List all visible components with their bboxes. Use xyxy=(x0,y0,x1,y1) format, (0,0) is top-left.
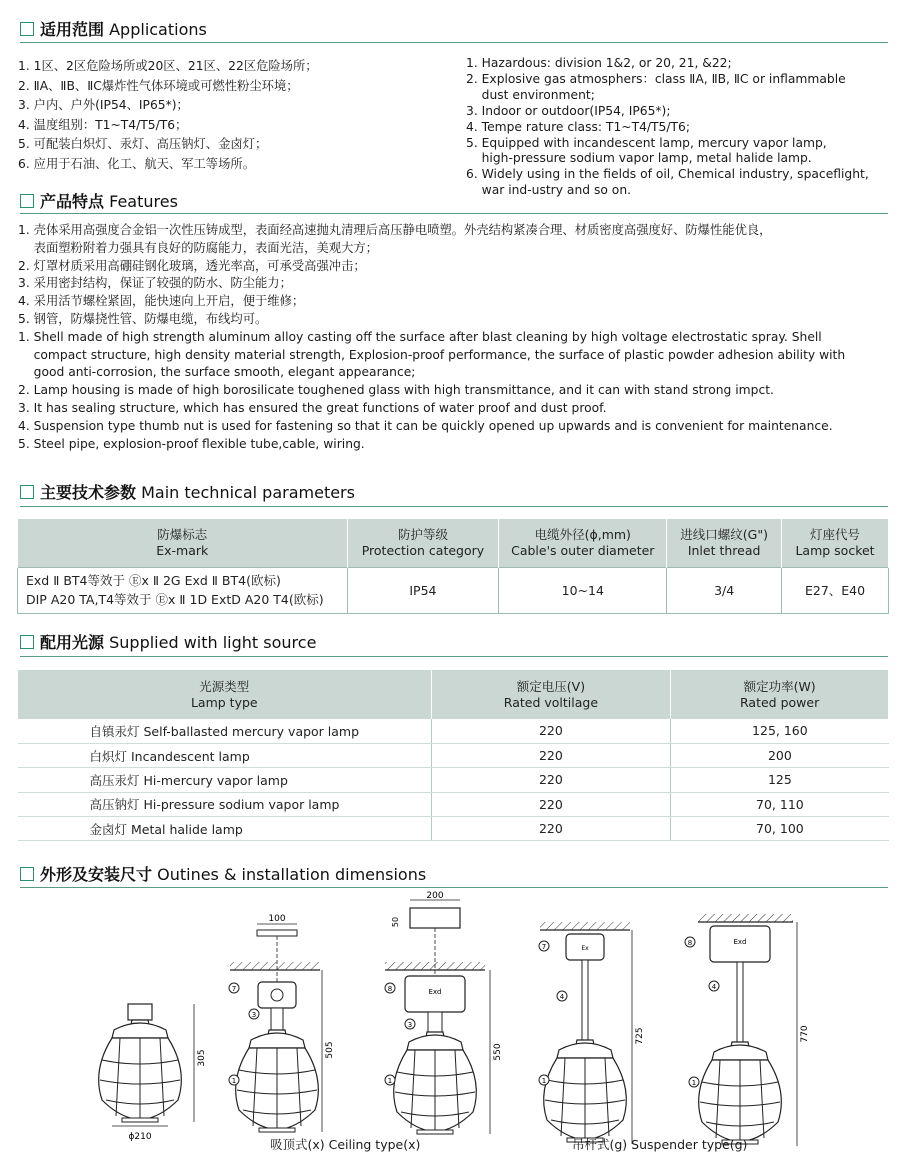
callout-4: 4 xyxy=(711,983,717,991)
dim-d210-label: ϕ210 xyxy=(128,1132,152,1142)
dimensions-title: 外形及安装尺寸 Outines & installation dimensions xyxy=(20,862,426,885)
suspender-type-box-drawing xyxy=(685,914,810,1146)
application-en-item: 5. Equipped with incandescent lamp, mercury vapor lamp, high-pressure sodium vapor lamp, metal halide lamp. xyxy=(466,135,827,166)
dim-770-label: 770 xyxy=(800,1025,810,1043)
dim-305-label: 305 xyxy=(197,1049,207,1067)
application-en-item: 4. Tempe rature class: T1~T4/T5/T6; xyxy=(466,119,691,134)
header-cable: 电缆外径(ϕ,mm) Cable's outer diameter xyxy=(499,519,667,567)
callout-7: 7 xyxy=(541,943,547,951)
application-cn-item: 2. ⅡA、ⅡB、ⅡC爆炸性气体环境或可燃性粉尘环境； xyxy=(18,78,299,93)
feature-item: 5. Steel pipe, explosion-proof flexible tube,cable, wiring. xyxy=(18,436,365,451)
feature-item: 5. 钢管，防爆挠性管、防爆电缆，布线均可。 xyxy=(18,311,268,326)
light-source-title: 配用光源 Supplied with light source xyxy=(20,630,316,653)
light-source-row xyxy=(18,792,889,816)
feature-item: 1. Shell made of high strength aluminum alloy casting off the surface after blast cleaning by high voltage electrostatic spray. Shell compact structure, high density material strength, Explosion-proof performance, the surface of plastic powder adhesion ability with good anti-corrosion, the surface smooth, elegant appearance; xyxy=(18,329,846,380)
technical-table xyxy=(17,519,889,614)
callout-3: 3 xyxy=(251,1011,257,1019)
cell-power: 125 xyxy=(671,768,889,792)
features-title: 产品特点 Features xyxy=(20,189,178,212)
cell-socket: E27、E40 xyxy=(782,567,889,613)
callout-1: 1 xyxy=(387,1077,393,1085)
ceiling-type-small-drawing xyxy=(229,914,335,1132)
box-text-exd: Exd xyxy=(428,988,442,996)
section-divider xyxy=(20,887,888,888)
checkbox-square-icon xyxy=(20,635,34,649)
header-voltage: 额定电压(V) Rated voltilage xyxy=(431,670,671,719)
dim-725-label: 725 xyxy=(635,1027,645,1045)
header-thread: 进线口螺纹(G") Inlet thread xyxy=(667,519,782,567)
application-cn-item: 5. 可配装白炽灯、汞灯、高压钠灯、金卤灯； xyxy=(18,137,268,152)
feature-item: 3. 采用密封结构，保证了较强的防水、防尘能力； xyxy=(18,276,292,291)
callout-1: 1 xyxy=(691,1079,697,1087)
features-list xyxy=(18,222,890,453)
applications-en-list xyxy=(466,56,869,199)
dim-50-label: 50 xyxy=(391,916,400,928)
callout-8: 8 xyxy=(387,985,393,993)
header-socket: 灯座代号 Lamp socket xyxy=(782,519,889,567)
checkbox-square-icon xyxy=(20,194,34,208)
application-en-item: 1. Hazardous: division 1&2, or 20, 21, &22; xyxy=(466,56,732,70)
feature-item: 3. It has sealing structure, which has ensured the great functions of water proof and dust proof. xyxy=(18,400,607,415)
cell-voltage: 220 xyxy=(431,743,671,767)
light-source-row xyxy=(18,719,889,743)
section-divider xyxy=(20,42,888,43)
cell-voltage: 220 xyxy=(431,719,671,743)
checkbox-square-icon xyxy=(20,867,34,881)
cell-protection: IP54 xyxy=(347,567,499,613)
section-divider xyxy=(20,656,888,657)
cell-lamp-type: 金卤灯 Metal halide lamp xyxy=(18,817,432,841)
feature-item: 1. 壳体采用高强度合金铝一次性压铸成型，表面经高速抛丸清理后高压静电喷塑。外壳结构紧凑合理、材质密度高强度好、防爆性能优良， 表面塑粉附着力强具有良好的防腐能力，表面光洁，美观大方； xyxy=(18,223,772,255)
dimension-drawings xyxy=(0,890,900,1160)
caption-suspender: 吊杆式(g) Suspender type(g) xyxy=(572,1137,748,1152)
light-source-row xyxy=(18,817,889,841)
feature-item: 4. Suspension type thumb nut is used for fastening so that it can be quickly opened up upwards and is convenient for maintenance. xyxy=(18,418,833,433)
dim-100-label: 100 xyxy=(268,914,286,924)
cell-lamp-type: 高压汞灯 Hi-mercury vapor lamp xyxy=(18,768,432,792)
cell-power: 125, 160 xyxy=(671,719,889,743)
cell-power: 70, 110 xyxy=(671,792,889,816)
application-cn-item: 4. 温度组别：T1~T4/T5/T6； xyxy=(18,117,188,132)
suspender-type-small-drawing xyxy=(539,922,645,1144)
application-cn-item: 1. 1区、2区危险场所或20区、21区、22区危险场所； xyxy=(18,59,318,73)
cell-lamp-type: 白炽灯 Incandescent lamp xyxy=(18,743,432,767)
light-source-table xyxy=(17,670,889,841)
light-source-row xyxy=(18,768,889,792)
header-power: 额定功率(W) Rated power xyxy=(671,670,889,719)
box-text-exd: Exd xyxy=(733,938,747,946)
cell-power: 200 xyxy=(671,743,889,767)
callout-1: 1 xyxy=(541,1077,547,1085)
ceiling-hatch xyxy=(230,962,320,970)
lamp-standalone-drawing xyxy=(99,1004,182,1122)
cell-voltage: 220 xyxy=(431,768,671,792)
callout-7: 7 xyxy=(231,985,237,993)
light-source-row xyxy=(18,743,889,767)
technical-row xyxy=(18,567,889,613)
application-en-item: 6. Widely using in the fields of oil, Chemical industry, spaceflight, war ind-ustry and so on. xyxy=(466,167,869,198)
applications-title: 适用范围 Applications xyxy=(20,17,207,40)
callout-4: 4 xyxy=(559,993,565,1001)
header-protection: 防护等级 Protection category xyxy=(347,519,499,567)
light-header-row xyxy=(18,670,889,719)
dim-550-label: 550 xyxy=(493,1043,503,1061)
box-text-ex: Ex xyxy=(581,945,589,952)
checkbox-square-icon xyxy=(20,22,34,36)
feature-item: 4. 采用活节螺栓紧固，能快速向上开启，便于维修； xyxy=(18,294,305,309)
callout-3: 3 xyxy=(407,1021,413,1029)
callout-1: 1 xyxy=(231,1077,237,1085)
cell-cable: 10~14 xyxy=(499,567,667,613)
header-lamp-type: 光源类型 Lamp type xyxy=(18,670,432,719)
technical-header-row xyxy=(18,519,889,567)
ceiling-type-box-drawing xyxy=(385,891,503,1134)
dim-200-label: 200 xyxy=(426,891,444,901)
dim-505-label: 505 xyxy=(325,1041,335,1059)
applications-cn-list xyxy=(18,57,318,175)
cell-voltage: 220 xyxy=(431,817,671,841)
application-cn-item: 6. 应用于石油、化工、航天、军工等场所。 xyxy=(18,156,255,171)
cell-lamp-type: 高压钠灯 Hi-pressure sodium vapor lamp xyxy=(18,792,432,816)
callout-8: 8 xyxy=(687,939,693,947)
cell-voltage: 220 xyxy=(431,792,671,816)
header-exmark: 防爆标志 Ex-mark xyxy=(18,519,348,567)
cell-power: 70, 100 xyxy=(671,817,889,841)
section-divider xyxy=(20,213,888,214)
technical-title: 主要技术参数 Main technical parameters xyxy=(20,480,355,503)
application-cn-item: 3. 户内、户外(IP54、IP65*)； xyxy=(18,98,189,113)
feature-item: 2. Lamp housing is made of high borosilicate toughened glass with high transmittance, and it can with stand strong impct. xyxy=(18,383,774,398)
cell-thread: 3/4 xyxy=(667,567,782,613)
application-en-item: 3. Indoor or outdoor(IP54, IP65*); xyxy=(466,103,671,118)
feature-item: 2. 灯罩材质采用高硼硅钢化玻璃，透光率高，可承受高强冲击； xyxy=(18,258,366,273)
checkbox-square-icon xyxy=(20,485,34,499)
caption-ceiling: 吸顶式(x) Ceiling type(x) xyxy=(270,1137,421,1152)
section-divider xyxy=(20,506,888,507)
cell-lamp-type: 自镇汞灯 Self-ballasted mercury vapor lamp xyxy=(18,719,432,743)
cell-exmark: Exd Ⅱ BT4等效于 Ⓔx Ⅱ 2G Exd Ⅱ BT4(欧标) DIP A20 TA,T4等效于 Ⓔx Ⅱ 1D ExtD A20 T4(欧标) xyxy=(18,567,348,613)
application-en-item: 2. Explosive gas atmosphers：class ⅡA, ⅡB, ⅡC or inflammable dust environment; xyxy=(466,71,846,102)
